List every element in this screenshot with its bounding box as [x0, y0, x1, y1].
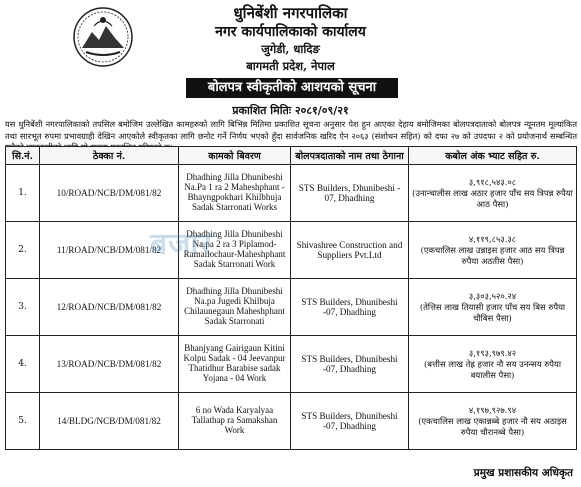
- row-bidder: STS Builders, Dhunibeshi -07, Dhadhing: [291, 336, 409, 393]
- table-header-row: [6, 147, 577, 165]
- amount-words: (बत्तीस लाख तेह्र हजार नौ सय उनन्सय रुपैया बयालीस पैसा): [423, 358, 562, 380]
- row-work: Dhadhing Jilla Dhunibeshi Na.pa 2 ra 3 Piplamod-Ramailochaur-Maheshphant Sadak Starronati Work: [179, 222, 291, 279]
- row-sn: 4.: [6, 336, 40, 393]
- row-sn: 3.: [6, 279, 40, 336]
- table-row: [6, 336, 577, 393]
- row-amount: [409, 279, 577, 336]
- row-sn: 5.: [6, 393, 40, 450]
- row-amount: [409, 222, 577, 279]
- row-work: Bhanjyang Gairigaun Kitini Kolpu Sadak - 04 Jeevanpur Thatidhur Barabise sadak Yojana - 04 Work: [179, 336, 291, 393]
- row-sn: 2.: [6, 222, 40, 279]
- table-row: [6, 165, 577, 222]
- amount-figure: ४,१९७,९२७.९४: [468, 404, 517, 415]
- col-contract: ठेक्का नं.: [40, 147, 179, 165]
- amount-figure: ३,१९३,९७९.४२: [468, 347, 517, 358]
- col-bidder: बोलपत्रदाताको नाम तथा ठेगाना: [291, 147, 409, 165]
- row-bidder: Shivashree Construction and Suppliers Pvt.Ltd: [291, 222, 409, 279]
- row-amount: [409, 165, 577, 222]
- office-province: बागमती प्रदेश, नेपाल: [246, 59, 335, 73]
- row-work: 6 no Wada Karyalyaa Tallathap ra Samakshan Work: [179, 393, 291, 450]
- notice-title: बोलपत्र स्वीकृतीको आशयको सूचना: [186, 78, 398, 98]
- office-name: नगर कार्यपालिकाको कार्यालय: [215, 24, 366, 40]
- published-date: प्रकाशित मितिः २०८१/०९/२१: [232, 104, 349, 117]
- col-sn: सि.नं.: [6, 147, 40, 165]
- row-sn: 1.: [6, 165, 40, 222]
- table-row: [6, 279, 577, 336]
- col-work: कामको बिवरण: [179, 147, 291, 165]
- row-contract: 13/ROAD/NCB/DM/081/82: [40, 336, 179, 393]
- amount-words: (एकचालिस लाख एकान्नब्बे हजार नौ सय अठाइस रुपैया चौरानब्बे पैसा): [418, 415, 567, 437]
- col-amount: कबोल अंक भ्याट सहित रु.: [409, 147, 577, 165]
- amount-figure: ३,९१८,५४३.०८: [468, 176, 517, 187]
- watermark: बजार: [150, 227, 213, 262]
- row-bidder: STS Builders, Dhunibeshi - 07, Dhadhing: [291, 165, 409, 222]
- row-amount: [409, 393, 577, 450]
- row-contract: 10/ROAD/NCB/DM/081/82: [40, 165, 179, 222]
- amount-words: (एकचालिस लाख उन्नाइस हजार आठ सय त्रिपन्न रुपैया अठतीस पैसा): [420, 244, 565, 266]
- amount-figure: ३,३०३,५२०.२४: [468, 290, 517, 301]
- row-work: Dhadhing Jilla Dhunibeshi Na.pa Jugedi Khilbuja Chilaunegaun Maheshphant Sadak Starronati: [179, 279, 291, 336]
- row-bidder: STS Builders, Dhunibeshi -07, Dhadhing: [291, 393, 409, 450]
- amount-figure: ४,११९,८५३.३८: [468, 233, 517, 244]
- amount-words: (उनान्चालीस लाख अठार हजार पाँच सय त्रिपन्न रुपैया आठ पैसा): [412, 187, 573, 209]
- bid-table: [5, 146, 577, 450]
- signature-title: प्रमुख प्रशासकीय अधिकृत: [473, 467, 573, 479]
- row-contract: 11/ROAD/NCB/DM/081/82: [40, 222, 179, 279]
- table-row: [6, 393, 577, 450]
- row-bidder: STS Builders, Dhunibeshi -07, Dhadhing: [291, 279, 409, 336]
- office-location: जुगेडी, धादिङ: [261, 42, 320, 56]
- row-amount: [409, 336, 577, 393]
- intro-paragraph: यस धुनिबेंशी नगरपालिकाको तपसिल बमोजिम उल्लेखित कामहरुको लागि बिभिन्न मितिमा प्रकाशित सूचना अनुसार पेश हुन आएका देहाय बमोजिमका बोलपत्रदाताको बोलपत्र न्यूनतम मूल्यांकित तथा सारभूत रुपमा प्रभावग्राही देखिन आएकोले स्वीकृतका लागि छनोट गर्ने निर्णय भएको हुँदा सार्वजनिक खरिद ऐन २०६३ (संशोधन सहित) को दफा २७ को उपदफा २ को प्रयोजनार्थ सम्बन्धित: [5, 119, 577, 141]
- row-contract: 14/BLDG/NCB/DM/081/82: [40, 393, 179, 450]
- amount-words: (तेत्तिस लाख तियासी हजार पाँच सय बिस रुपैया चौबिस पैसा): [419, 301, 566, 323]
- row-work: Dhadhing Jilla Dhunibeshi Na.Pa 1 ra 2 Maheshphant - Bhayngpokhari Khilbhuja Sadak Starronati Works: [179, 165, 291, 222]
- municipality-name: धुनिबेंशी नगरपालिका: [233, 4, 348, 22]
- row-contract: 12/ROAD/NCB/DM/081/82: [40, 279, 179, 336]
- table-row: [6, 222, 577, 279]
